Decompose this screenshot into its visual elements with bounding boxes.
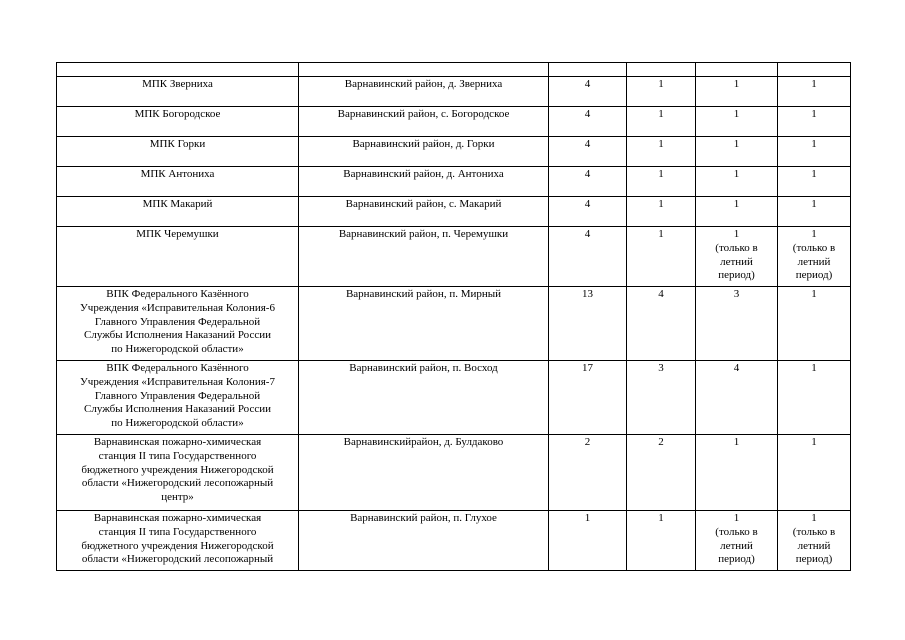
value-cell-1: 17 bbox=[549, 361, 627, 435]
table-row bbox=[57, 227, 851, 287]
address-cell: Варнавинский район, п. Глухое bbox=[299, 511, 549, 571]
table-row bbox=[57, 167, 851, 197]
unit-name-cell: МПК Черемушки bbox=[57, 227, 299, 287]
value-cell-2: 1 bbox=[627, 227, 696, 287]
unit-name-cell: МПК Макарий bbox=[57, 197, 299, 227]
unit-name-cell: МПК Горки bbox=[57, 137, 299, 167]
value-cell-1: 2 bbox=[549, 435, 627, 511]
value-cell-1: 4 bbox=[549, 77, 627, 107]
value-cell-2: 4 bbox=[627, 287, 696, 361]
value-cell-1: 4 bbox=[549, 167, 627, 197]
value-cell-3: 1 bbox=[696, 435, 778, 511]
value-cell-1: 13 bbox=[549, 287, 627, 361]
table-row bbox=[57, 435, 851, 511]
value-cell-3: 1 bbox=[696, 77, 778, 107]
empty-cell bbox=[778, 63, 851, 77]
address-cell: Варнавинский район, д. Антониха bbox=[299, 167, 549, 197]
value-cell-2: 3 bbox=[627, 361, 696, 435]
value-cell-4: 1 (только в летний период) bbox=[778, 511, 851, 571]
empty-cell bbox=[299, 63, 549, 77]
unit-name-cell: МПК Богородское bbox=[57, 107, 299, 137]
address-cell: Варнавинский район, д. Горки bbox=[299, 137, 549, 167]
unit-name-cell: ВПК Федерального Казённого Учреждения «Исправительная Колония-7 Главного Управления Федеральной Службы Исполнения Наказаний России по Нижегородской области» bbox=[57, 361, 299, 435]
value-cell-2: 1 bbox=[627, 137, 696, 167]
value-cell-4: 1 bbox=[778, 107, 851, 137]
table-row bbox=[57, 197, 851, 227]
unit-name-cell: Варнавинская пожарно-химическая станция II типа Государственного бюджетного учреждения Нижегородской области «Нижегородский лесопожарный центр» bbox=[57, 435, 299, 511]
address-cell: Варнавинский район, п. Восход bbox=[299, 361, 549, 435]
table-row bbox=[57, 287, 851, 361]
empty-cell bbox=[549, 63, 627, 77]
value-cell-4: 1 (только в летний период) bbox=[778, 227, 851, 287]
value-cell-4: 1 bbox=[778, 167, 851, 197]
value-cell-2: 1 bbox=[627, 77, 696, 107]
empty-cell bbox=[57, 63, 299, 77]
value-cell-1: 1 bbox=[549, 511, 627, 571]
address-cell: Варнавинский район, с. Макарий bbox=[299, 197, 549, 227]
value-cell-3: 1 (только в летний период) bbox=[696, 227, 778, 287]
unit-name-cell: Варнавинская пожарно-химическая станция II типа Государственного бюджетного учреждения Нижегородской области «Нижегородский лесопожарный bbox=[57, 511, 299, 571]
value-cell-1: 4 bbox=[549, 137, 627, 167]
value-cell-3: 4 bbox=[696, 361, 778, 435]
value-cell-3: 1 bbox=[696, 107, 778, 137]
value-cell-2: 1 bbox=[627, 511, 696, 571]
empty-cell bbox=[696, 63, 778, 77]
value-cell-3: 1 (только в летний период) bbox=[696, 511, 778, 571]
value-cell-4: 1 bbox=[778, 137, 851, 167]
value-cell-2: 2 bbox=[627, 435, 696, 511]
unit-name-cell: ВПК Федерального Казённого Учреждения «Исправительная Колония-6 Главного Управления Федеральной Службы Исполнения Наказаний России по Нижегородской области» bbox=[57, 287, 299, 361]
address-cell: Варнавинский район, п. Мирный bbox=[299, 287, 549, 361]
value-cell-3: 1 bbox=[696, 137, 778, 167]
value-cell-4: 1 bbox=[778, 287, 851, 361]
value-cell-2: 1 bbox=[627, 107, 696, 137]
value-cell-1: 4 bbox=[549, 227, 627, 287]
value-cell-2: 1 bbox=[627, 167, 696, 197]
value-cell-4: 1 bbox=[778, 197, 851, 227]
address-cell: Варнавинский район, д. Зверниха bbox=[299, 77, 549, 107]
value-cell-3: 1 bbox=[696, 197, 778, 227]
unit-name-cell: МПК Антониха bbox=[57, 167, 299, 197]
value-cell-4: 1 bbox=[778, 77, 851, 107]
empty-cell bbox=[627, 63, 696, 77]
value-cell-3: 1 bbox=[696, 167, 778, 197]
table-top-row bbox=[57, 63, 851, 77]
table-row bbox=[57, 77, 851, 107]
table-row bbox=[57, 511, 851, 571]
value-cell-4: 1 bbox=[778, 361, 851, 435]
value-cell-4: 1 bbox=[778, 435, 851, 511]
value-cell-1: 4 bbox=[549, 197, 627, 227]
address-cell: Варнавинский район, с. Богородское bbox=[299, 107, 549, 137]
value-cell-2: 1 bbox=[627, 197, 696, 227]
value-cell-1: 4 bbox=[549, 107, 627, 137]
address-cell: Варнавинскийрайон, д. Булдаково bbox=[299, 435, 549, 511]
fire-units-table bbox=[56, 62, 851, 571]
table-row bbox=[57, 361, 851, 435]
unit-name-cell: МПК Зверниха bbox=[57, 77, 299, 107]
table-row bbox=[57, 107, 851, 137]
value-cell-3: 3 bbox=[696, 287, 778, 361]
table-row bbox=[57, 137, 851, 167]
address-cell: Варнавинский район, п. Черемушки bbox=[299, 227, 549, 287]
